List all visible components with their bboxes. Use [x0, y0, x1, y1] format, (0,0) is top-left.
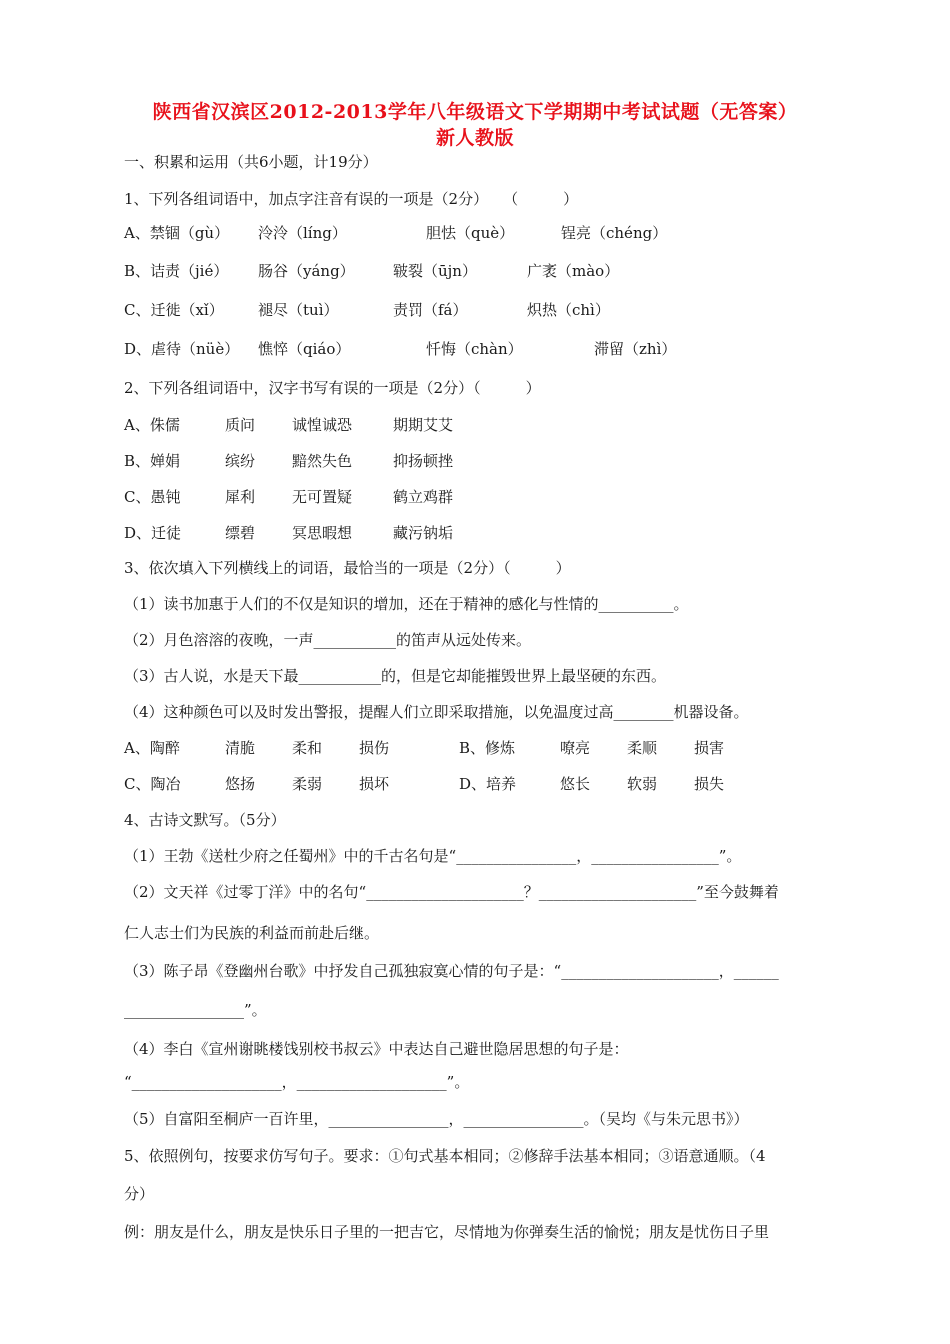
q1-c-3: 责罚（fá）	[393, 301, 468, 319]
q3-a-3: 柔和	[292, 739, 323, 757]
q2-a-2: 质问	[225, 416, 256, 434]
q3-sentence-1: （1）读书加惠于人们的不仅是知识的增加，还在于精神的感化与性情的__________。	[124, 595, 689, 613]
q1-a-2: 泠泠（líng）	[258, 224, 347, 242]
q4-item-5: （5）自富阳至桐庐一百许里，________________，________________。（吴均《与朱元思书》）	[124, 1110, 749, 1128]
q3-stem: 3、依次填入下列横线上的词语，最恰当的一项是（2分）（ ）	[124, 559, 571, 577]
q1-stem: 1、下列各组词语中，加点字注音有误的一项是（2分） （ ）	[124, 190, 579, 208]
q3-b-4: 损害	[694, 739, 725, 757]
q2-d-4: 藏污钠垢	[393, 524, 454, 542]
q1-b-3: 皲裂（ūjn）	[393, 262, 477, 280]
q3-a-1: A、陶醉	[124, 739, 180, 757]
q1-c-2: 褪尽（tuì）	[258, 301, 339, 319]
q2-d-2: 缥碧	[225, 524, 256, 542]
q2-c-4: 鹤立鸡群	[393, 488, 454, 506]
q2-a-3: 诚惶诚恐	[292, 416, 353, 434]
q4-item-2-line1: （2）文天祥《过零丁洋》中的名句“_____________________？_____________________”至今鼓舞着	[124, 883, 779, 901]
q1-c-1: C、迁徙（xǐ）	[124, 301, 224, 319]
q2-c-2: 犀利	[225, 488, 256, 506]
q3-a-4: 损伤	[359, 739, 390, 757]
q4-item-3-line1: （3）陈子昂《登幽州台歌》中抒发自己孤独寂寞心情的句子是：“_____________________，______	[124, 962, 779, 980]
q1-d-4: 滞留（zhì）	[594, 340, 677, 358]
q2-a-4: 期期艾艾	[393, 416, 454, 434]
q1-a-3: 胆怯（què）	[426, 224, 515, 242]
q3-c-2: 悠扬	[225, 775, 256, 793]
q3-sentence-2: （2）月色溶溶的夜晚，一声___________的笛声从远处传来。	[124, 631, 532, 649]
q4-item-3-line2: ________________”。	[124, 1001, 267, 1019]
q2-b-3: 黯然失色	[292, 452, 353, 470]
q2-b-1: B、婵娟	[124, 452, 181, 470]
q1-b-4: 广袤（mào）	[527, 262, 620, 280]
q3-sentence-4: （4）这种颜色可以及时发出警报，提醒人们立即采取措施，以免温度过高________机器设备。	[124, 703, 749, 721]
q5-stem-cont: 分）	[124, 1185, 155, 1203]
q4-item-4-line1: （4）李白《宣州谢眺楼饯别校书叔云》中表达自己避世隐居思想的句子是：	[124, 1040, 629, 1058]
q2-c-3: 无可置疑	[292, 488, 353, 506]
q4-item-4-line2: “____________________，____________________”。	[124, 1073, 470, 1091]
q3-b-1: B、修炼	[459, 739, 516, 757]
q1-d-1: D、虐待（nüè）	[124, 340, 240, 358]
q4-item-1: （1）王勃《送杜少府之任蜀州》中的千古名句是“________________，_________________”。	[124, 847, 742, 865]
q2-d-1: D、迁徒	[124, 524, 182, 542]
q3-d-2: 悠长	[560, 775, 591, 793]
q1-c-4: 炽热（chì）	[527, 301, 610, 319]
q3-sentence-3: （3）古人说，水是天下最___________的，但是它却能摧毁世界上最坚硬的东西。	[124, 667, 667, 685]
q1-d-3: 忏悔（chàn）	[426, 340, 523, 358]
q2-b-2: 缤纷	[225, 452, 256, 470]
q4-stem: 4、古诗文默写。（5分）	[124, 811, 286, 829]
q3-d-4: 损失	[694, 775, 725, 793]
q1-a-4: 锃亮（chéng）	[561, 224, 668, 242]
q1-d-2: 憔悴（qiáo）	[258, 340, 351, 358]
q1-b-2: 肠谷（yáng）	[258, 262, 355, 280]
q2-stem: 2、下列各组词语中，汉字书写有误的一项是（2分）（ ）	[124, 379, 541, 397]
q1-a-1: A、禁锢（gù）	[124, 224, 230, 242]
q5-stem: 5、依照例句，按要求仿写句子。要求：①句式基本相同；②修辞手法基本相同；③语意通顺。（4	[124, 1147, 766, 1165]
q3-a-2: 清脆	[225, 739, 256, 757]
q2-a-1: A、侏儒	[124, 416, 180, 434]
q3-b-2: 嘹亮	[560, 739, 591, 757]
q3-d-1: D、培养	[459, 775, 517, 793]
q3-c-1: C、陶冶	[124, 775, 181, 793]
q3-d-3: 软弱	[627, 775, 658, 793]
q3-c-4: 损坏	[359, 775, 390, 793]
document-title-line1: 陕西省汉滨区2012-2013学年八年级语文下学期期中考试试题（无答案）	[152, 101, 798, 123]
q5-example: 例：朋友是什么，朋友是快乐日子里的一把吉它，尽情地为你弹奏生活的愉悦；朋友是忧伤日子里	[124, 1223, 770, 1241]
q1-b-1: B、诘责（jié）	[124, 262, 229, 280]
q2-b-4: 抑扬顿挫	[393, 452, 454, 470]
q4-item-2-line2: 仁人志士们为民族的利益而前赴后继。	[124, 924, 380, 942]
q3-c-3: 柔弱	[292, 775, 323, 793]
q2-c-1: C、愚钝	[124, 488, 181, 506]
document-title-line2: 新人教版	[435, 127, 514, 149]
q2-d-3: 冥思暇想	[292, 524, 353, 542]
q3-b-3: 柔顺	[627, 739, 658, 757]
section-heading: 一、积累和运用（共6小题，计19分）	[124, 153, 378, 171]
